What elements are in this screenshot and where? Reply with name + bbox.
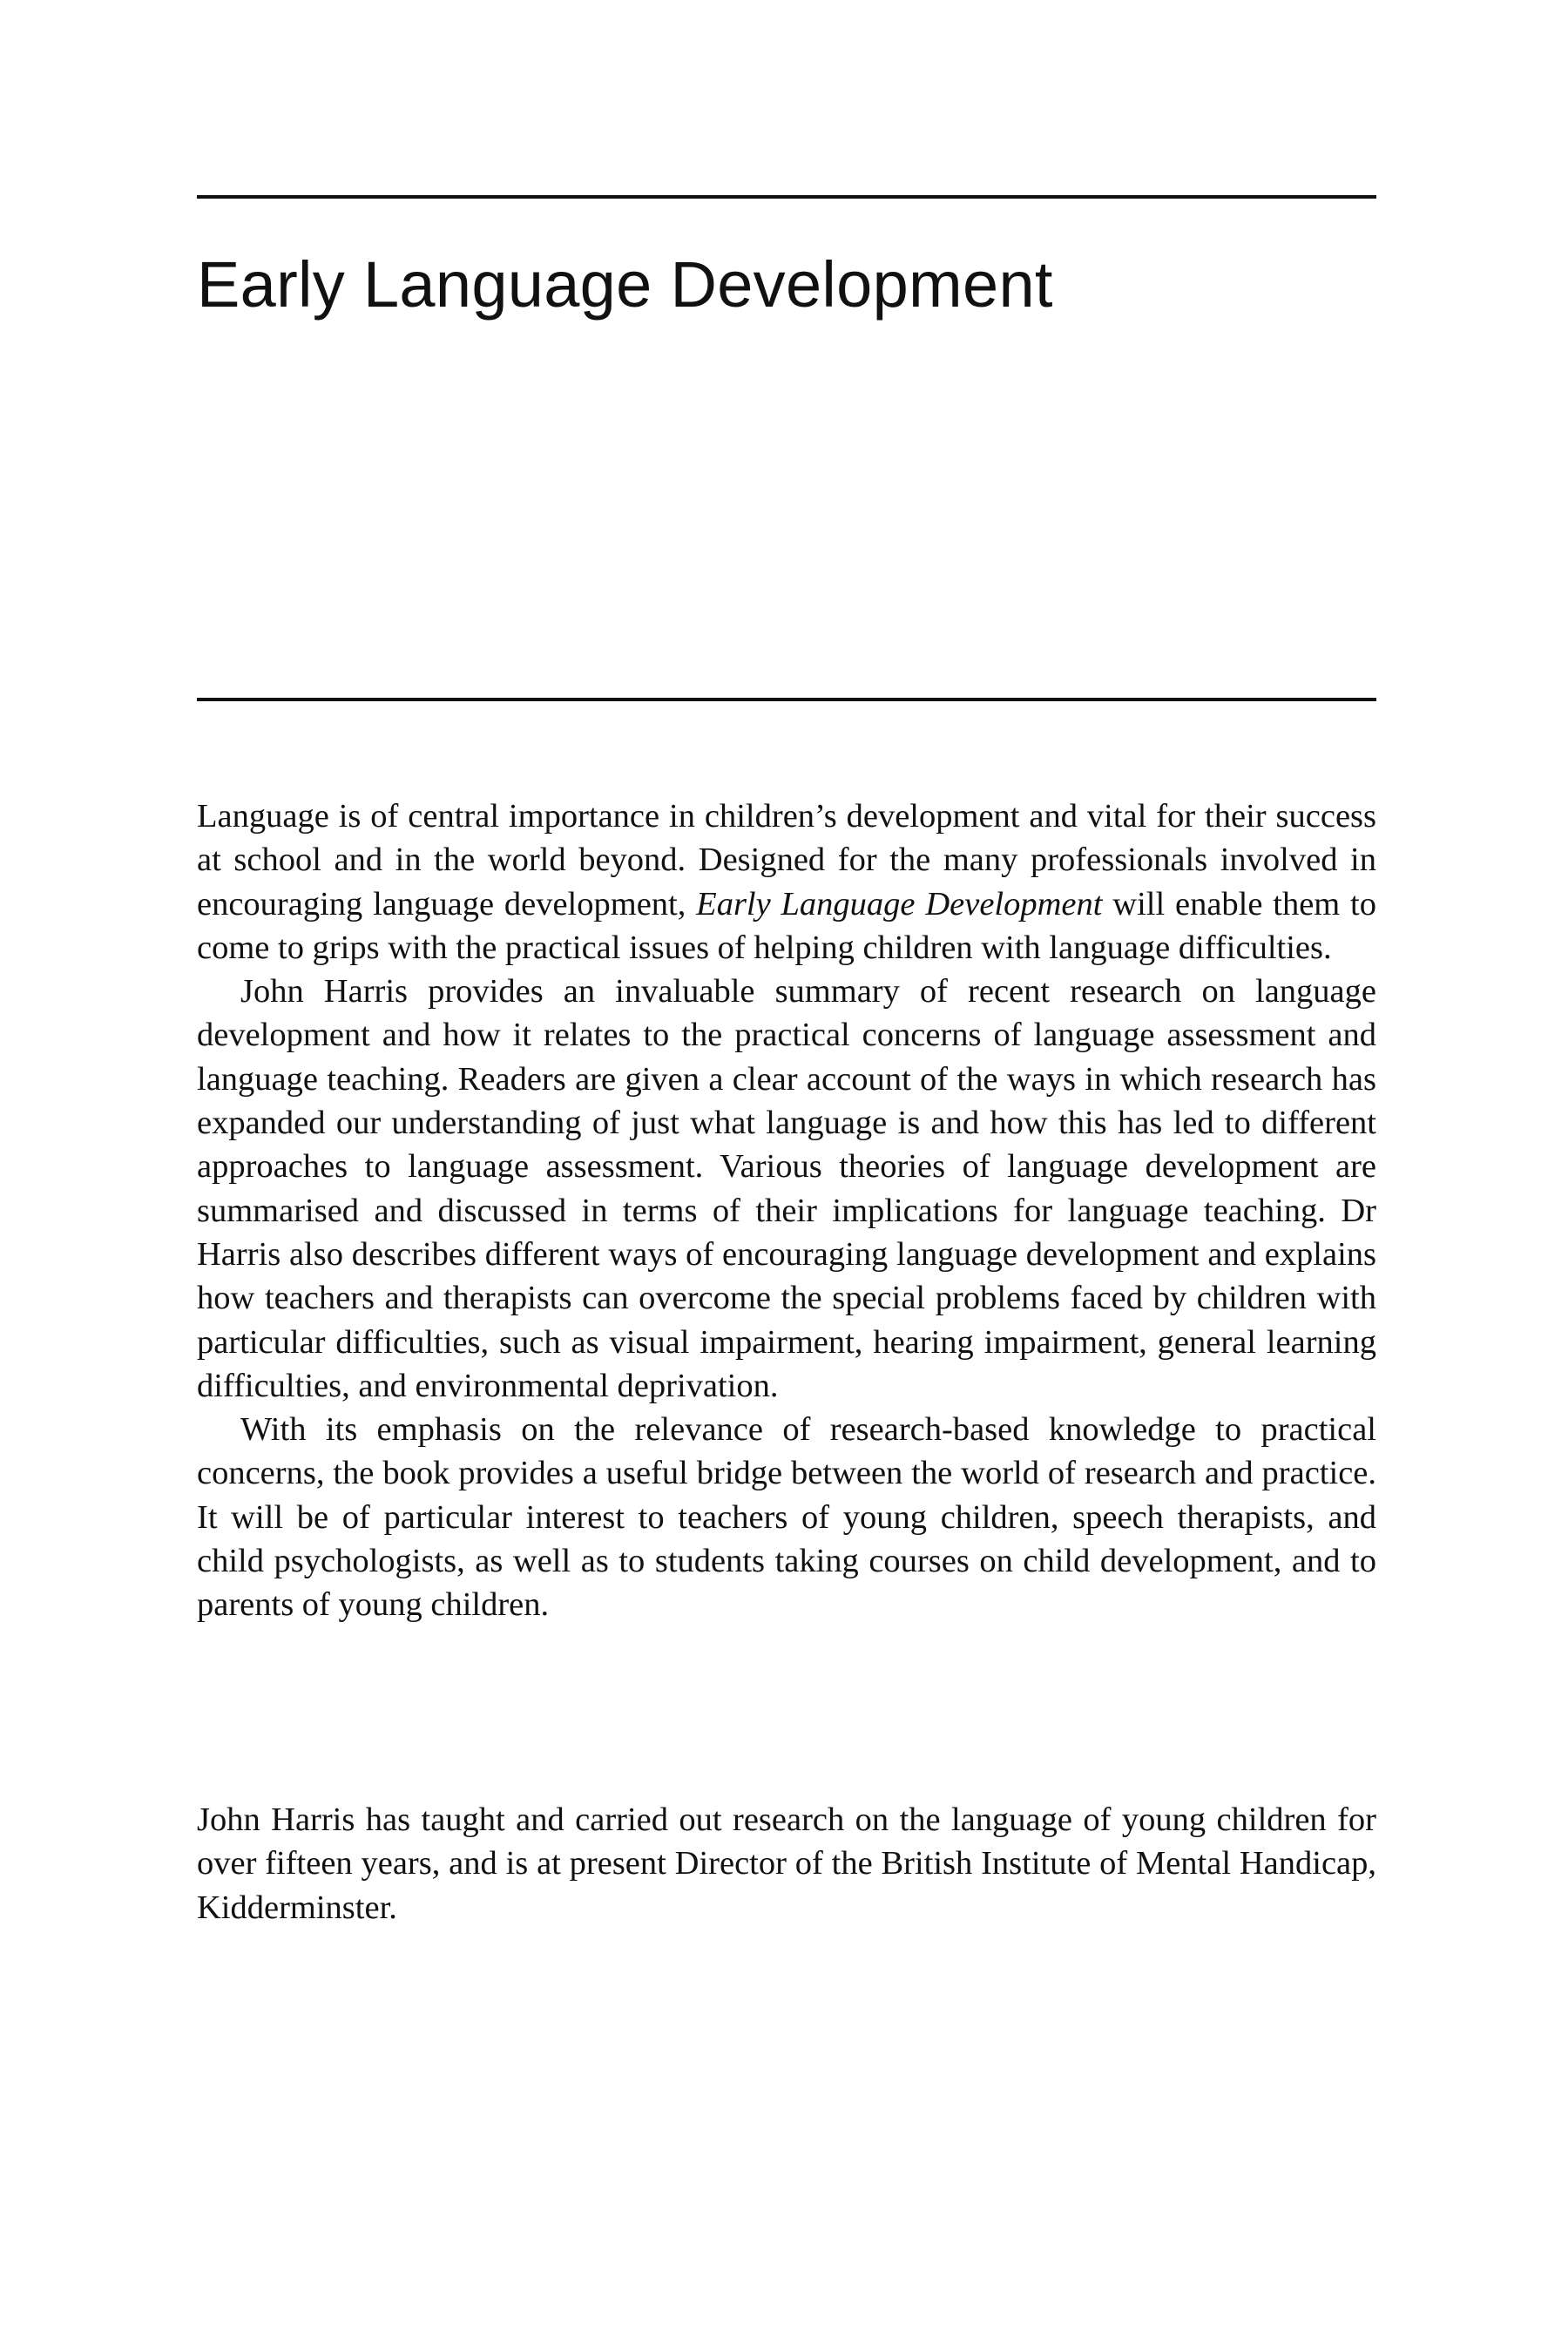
author-biography: [197, 1798, 1376, 1930]
top-rule: [197, 195, 1376, 199]
description-paragraph-2: John Harris provides an invaluable summary of recent research on language development and how it relates to the practical concerns of language assessment and language teaching. Readers are given a clear account of the ways in which research has expanded our understanding of just what language is and how this has led to different approaches to language assessment. Various theories of language development are summarised and discussed in terms of their implications for language teaching. Dr Harris also describes different ways of encouraging language development and explains how teachers and therapists can overcome the special problems faced by children with particular difficulties, such as visual impairment, hearing impairment, general learning difficulties, and environmental deprivation.: [197, 973, 1376, 1404]
book-title-italic: Early Language Development: [696, 885, 1103, 923]
description-paragraph-3: With its emphasis on the relevance of research-based knowledge to practical concerns, the book provides a useful bridge between the world of research and practice. It will be of particular interest to teachers of young children, speech therapists, and child psychologists, as well as to students taking courses on child development, and to parents of young children.: [197, 1411, 1376, 1624]
paragraph-1-text-start: Language is of central importance in children’s development and vital for their success at school and in the world beyond. Designed for the many professionals involved in encouraging language development,: [197, 798, 1376, 923]
book-title: Early Language Development: [197, 248, 1053, 321]
middle-rule: [197, 698, 1376, 701]
description-paragraph-1: [197, 794, 1376, 970]
book-description: [197, 794, 1376, 1627]
author-biography-text: John Harris has taught and carried out research on the language of young children for over fifteen years, and is at present Director of the British Institute of Mental Handicap, Kidderminster.: [197, 1801, 1376, 1926]
paragraph-1-text-end: will enable them to come to grips with the practical issues of helping children with language difficulties.: [197, 885, 1376, 966]
